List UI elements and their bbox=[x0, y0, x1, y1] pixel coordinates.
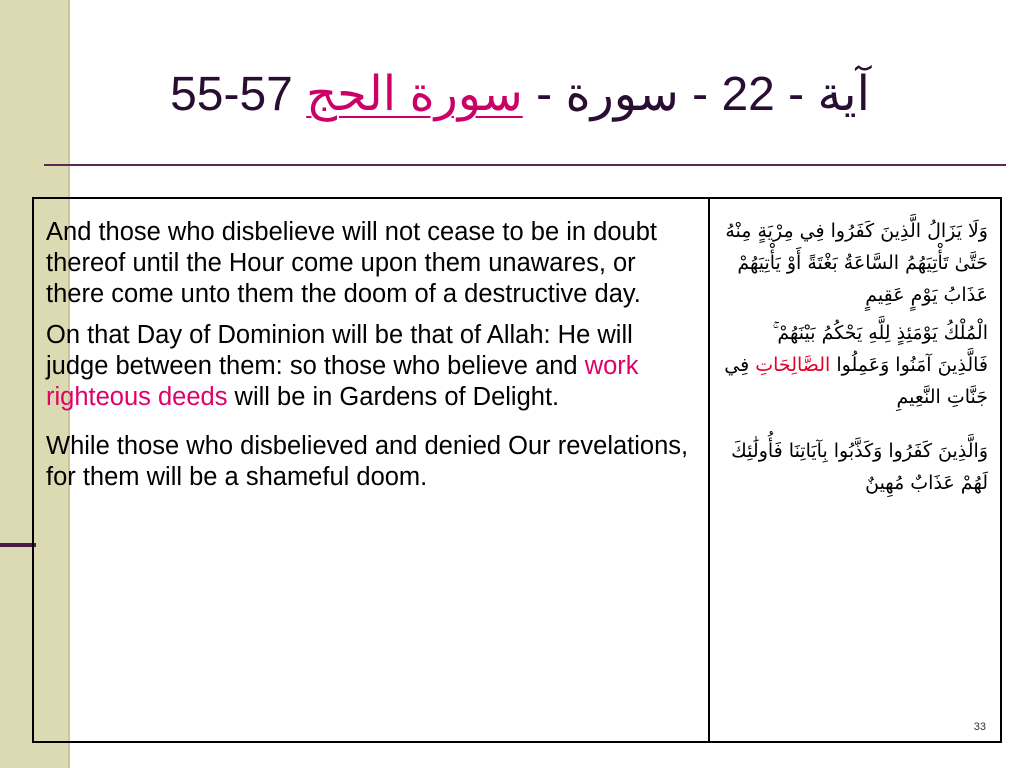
title-surah-label: - سورة bbox=[552, 68, 722, 121]
title-surah-number: 22 bbox=[721, 68, 775, 121]
arabic-highlight-salihat: الصَّالِحَاتِ bbox=[755, 354, 831, 376]
table-row bbox=[33, 198, 1001, 742]
english-verse-55: And those who disbelieve will not cease to be in doubt thereof until the Hour come upon them unawares, or there come unto them the doom of a destructive day. bbox=[46, 218, 657, 308]
english-verse-57: While those who disbelieved and denied Our revelations, for them will be a shameful doom. bbox=[46, 432, 689, 491]
english-verse-56-start: On that Day of Dominion will be that of Allah: He will judge between them: so those who believe and bbox=[46, 321, 633, 380]
arabic-verse-56-end: فِي جَنَّاتِ النَّعِيمِ bbox=[724, 354, 988, 408]
title-sep: - bbox=[774, 68, 818, 121]
arabic-verse-56 bbox=[720, 317, 988, 413]
title-aya-label: آية bbox=[292, 68, 870, 121]
english-highlight-righteous-deeds: work righteous deeds bbox=[46, 352, 639, 411]
arabic-verse-55: وَلَا يَزَالُ الَّذِينَ كَفَرُوا فِي مِرْيَةٍ مِنْهُ حَتَّىٰ تَأْتِيَهُمُ السَّاعَةُ بَغْتَةً أَوْ يَأْتِيَهُمْ عَذَابُ يَوْمٍ عَقِيمٍ bbox=[725, 220, 988, 306]
english-verse-56-end: will be in Gardens of Delight. bbox=[227, 383, 560, 411]
title-verses: 55-57 bbox=[170, 68, 293, 121]
page-number: 33 bbox=[973, 721, 986, 733]
arabic-verse-57: وَالَّذِينَ كَفَرُوا وَكَذَّبُوا بِآيَاتِنَا فَأُولَٰئِكَ لَهُمْ عَذَابٌ مُهِينٌ bbox=[731, 440, 988, 494]
left-band-accent bbox=[0, 543, 36, 547]
arabic-verse-56-start: الْمُلْكُ يَوْمَئِذٍ لِلَّهِ يَحْكُمُ بَيْنَهُمْ ۚ فَالَّذِينَ آمَنُوا وَعَمِلُوا bbox=[772, 322, 988, 376]
title-sep-2: - bbox=[522, 68, 553, 121]
arabic-text-cell bbox=[709, 198, 1001, 742]
slide-title bbox=[120, 55, 920, 135]
title-divider bbox=[44, 164, 1006, 166]
title-surah-link[interactable]: سورة الحج bbox=[306, 68, 523, 121]
english-verse-56 bbox=[46, 320, 696, 413]
verses-table bbox=[32, 197, 1002, 743]
english-translation-cell bbox=[33, 198, 709, 742]
